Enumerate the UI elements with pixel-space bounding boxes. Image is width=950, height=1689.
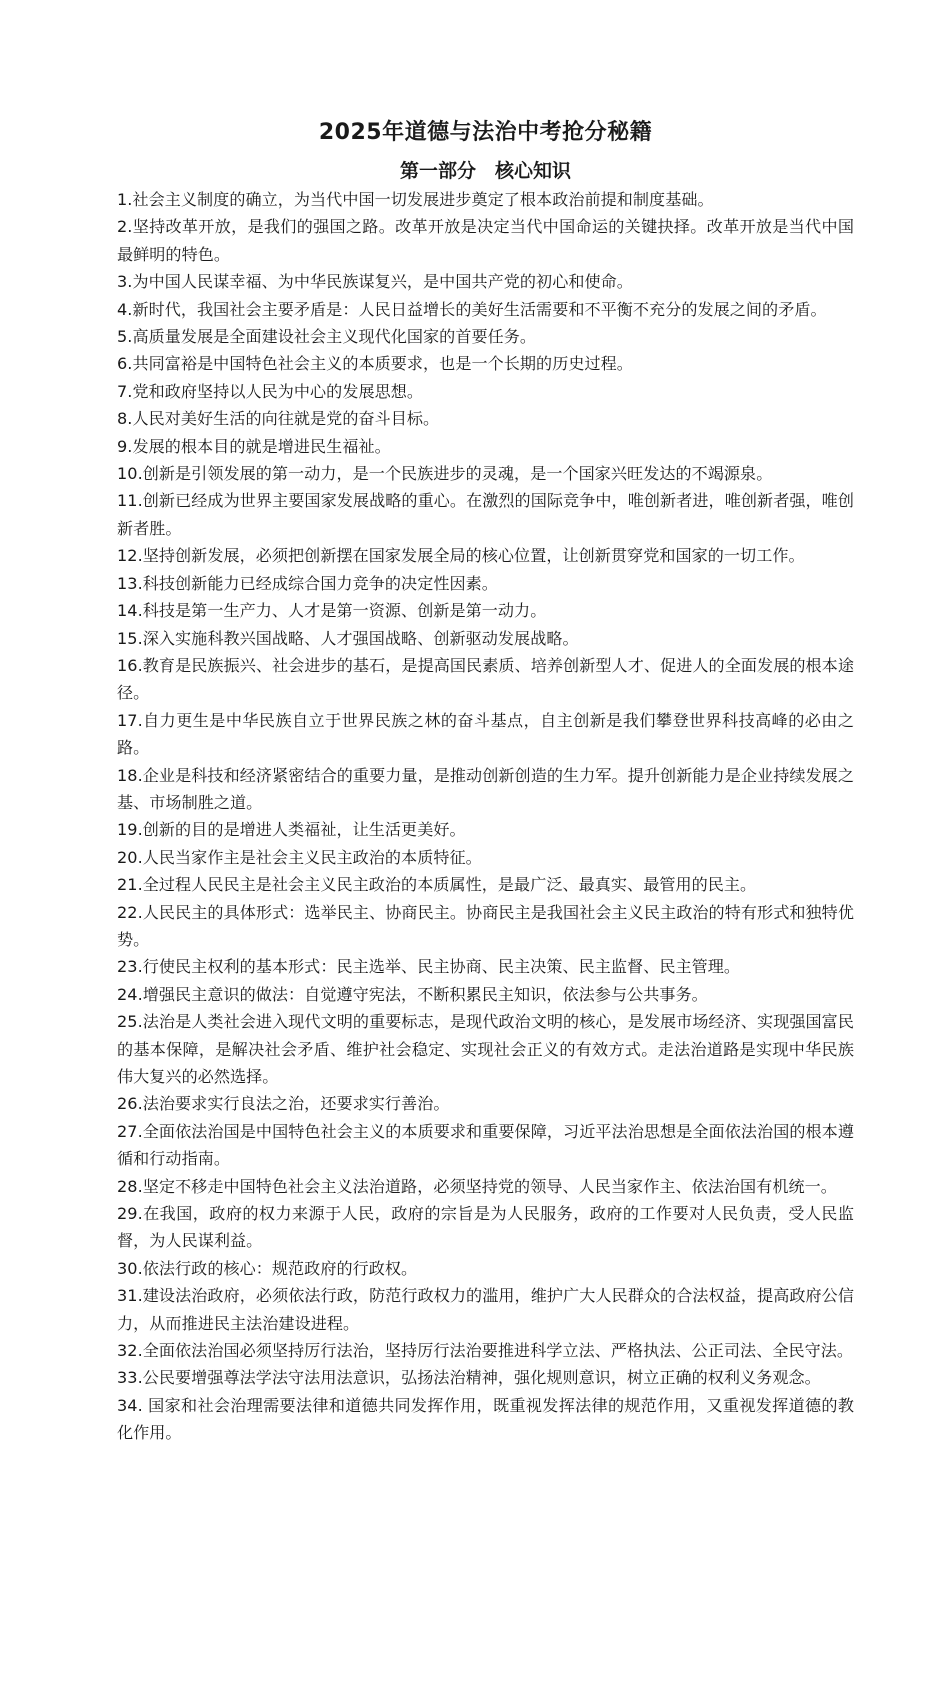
document-title: 2025年道德与法治中考抢分秘籍 xyxy=(318,120,653,145)
list-item: 4.新时代，我国社会主要矛盾是：人民日益增长的美好生活需要和不平衡不充分的发展之间的矛盾。 xyxy=(117,299,827,319)
list-item: 22.人民民主的具体形式：选举民主、协商民主。协商民主是我国社会主义民主政治的特有形式和独特优势。 xyxy=(117,902,854,949)
list-item: 2.坚持改革开放，是我们的强国之路。改革开放是决定当代中国命运的关键抉择。改革开放是当代中国最鲜明的特色。 xyxy=(117,217,854,264)
list-item: 21.全过程人民民主是社会主义民主政治的本质属性，是最广泛、最真实、最管用的民主。 xyxy=(117,875,757,895)
list-item: 34. 国家和社会治理需要法律和道德共同发挥作用，既重视发挥法律的规范作用，又重视发挥道德的教化作用。 xyxy=(117,1395,854,1443)
list-item: 3.为中国人民谋幸福、为中华民族谋复兴，是中国共产党的初心和使命。 xyxy=(117,272,633,292)
list-item: 12.坚持创新发展，必须把创新摆在国家发展全局的核心位置，让创新贯穿党和国家的一切工作。 xyxy=(117,546,805,566)
section-title: 第一部分 核心知识 xyxy=(399,160,571,182)
list-item: 26.法治要求实行良法之治，还要求实行善治。 xyxy=(117,1094,450,1114)
list-item: 6.共同富裕是中国特色社会主义的本质要求，也是一个长期的历史过程。 xyxy=(117,354,633,374)
list-item: 11.创新已经成为世界主要国家发展战略的重心。在激烈的国际竞争中，唯创新者进，唯创新者强，唯创新者胜。 xyxy=(117,491,854,538)
list-item: 24.增强民主意识的做法：自觉遵守宪法，不断积累民主知识，依法参与公共事务。 xyxy=(117,984,708,1004)
list-item: 18.企业是科技和经济紧密结合的重要力量，是推动创新创造的生力军。提升创新能力是企业持续发展之基、市场制胜之道。 xyxy=(117,765,854,812)
list-item: 19.创新的目的是增进人类福祉，让生活更美好。 xyxy=(117,820,466,840)
list-item: 28.坚定不移走中国特色社会主义法治道路，必须坚持党的领导、人民当家作主、依法治国有机统一。 xyxy=(117,1176,837,1196)
list-item: 32.全面依法治国必须坚持厉行法治，坚持厉行法治要推进科学立法、严格执法、公正司法、全民守法。 xyxy=(117,1341,854,1361)
list-item: 29.在我国，政府的权力来源于人民，政府的宗旨是为人民服务，政府的工作要对人民负责，受人民监督，为人民谋利益。 xyxy=(117,1204,854,1251)
list-item: 17.自力更生是中华民族自立于世界民族之林的奋斗基点，自主创新是我们攀登世界科技高峰的必由之路。 xyxy=(117,710,854,758)
list-item: 10.创新是引领发展的第一动力，是一个民族进步的灵魂，是一个国家兴旺发达的不竭源泉。 xyxy=(117,464,773,484)
list-item: 33.公民要增强尊法学法守法用法意识，弘扬法治精神，强化规则意识，树立正确的权利义务观念。 xyxy=(117,1368,821,1388)
list-item: 7.党和政府坚持以人民为中心的发展思想。 xyxy=(117,381,424,401)
list-item: 20.人民当家作主是社会主义民主政治的本质特征。 xyxy=(117,847,482,867)
list-item: 15.深入实施科教兴国战略、人才强国战略、创新驱动发展战略。 xyxy=(117,628,579,648)
list-item: 30.依法行政的核心：规范政府的行政权。 xyxy=(117,1258,418,1278)
knowledge-list xyxy=(117,186,854,1447)
list-item: 25.法治是人类社会进入现代文明的重要标志，是现代政治文明的核心，是发展市场经济、实现强国富民的基本保障，是解决社会矛盾、维护社会稳定、实现社会正义的有效方式。走法治道路是实现中华民族伟大复兴的必然选择。 xyxy=(117,1012,854,1086)
list-item: 27.全面依法治国是中国特色社会主义的本质要求和重要保障，习近平法治思想是全面依法治国的根本遵循和行动指南。 xyxy=(117,1121,854,1169)
list-item: 31.建设法治政府，必须依法行政，防范行政权力的滥用，维护广大人民群众的合法权益，提高政府公信力，从而推进民主法治建设进程。 xyxy=(117,1286,854,1333)
list-item: 5.高质量发展是全面建设社会主义现代化国家的首要任务。 xyxy=(117,327,537,347)
list-item: 8.人民对美好生活的向往就是党的奋斗目标。 xyxy=(117,409,440,429)
list-item: 13.科技创新能力已经成综合国力竞争的决定性因素。 xyxy=(117,573,498,593)
list-item: 23.行使民主权利的基本形式：民主选举、民主协商、民主决策、民主监督、民主管理。 xyxy=(117,957,741,977)
list-item: 9.发展的根本目的就是增进民生福祉。 xyxy=(117,436,391,456)
list-item: 14.科技是第一生产力、人才是第一资源、创新是第一动力。 xyxy=(117,601,547,621)
list-item: 1.社会主义制度的确立，为当代中国一切发展进步奠定了根本政治前提和制度基础。 xyxy=(117,190,714,209)
list-item: 16.教育是民族振兴、社会进步的基石，是提高国民素质、培养创新型人才、促进人的全面发展的根本途径。 xyxy=(117,655,854,703)
